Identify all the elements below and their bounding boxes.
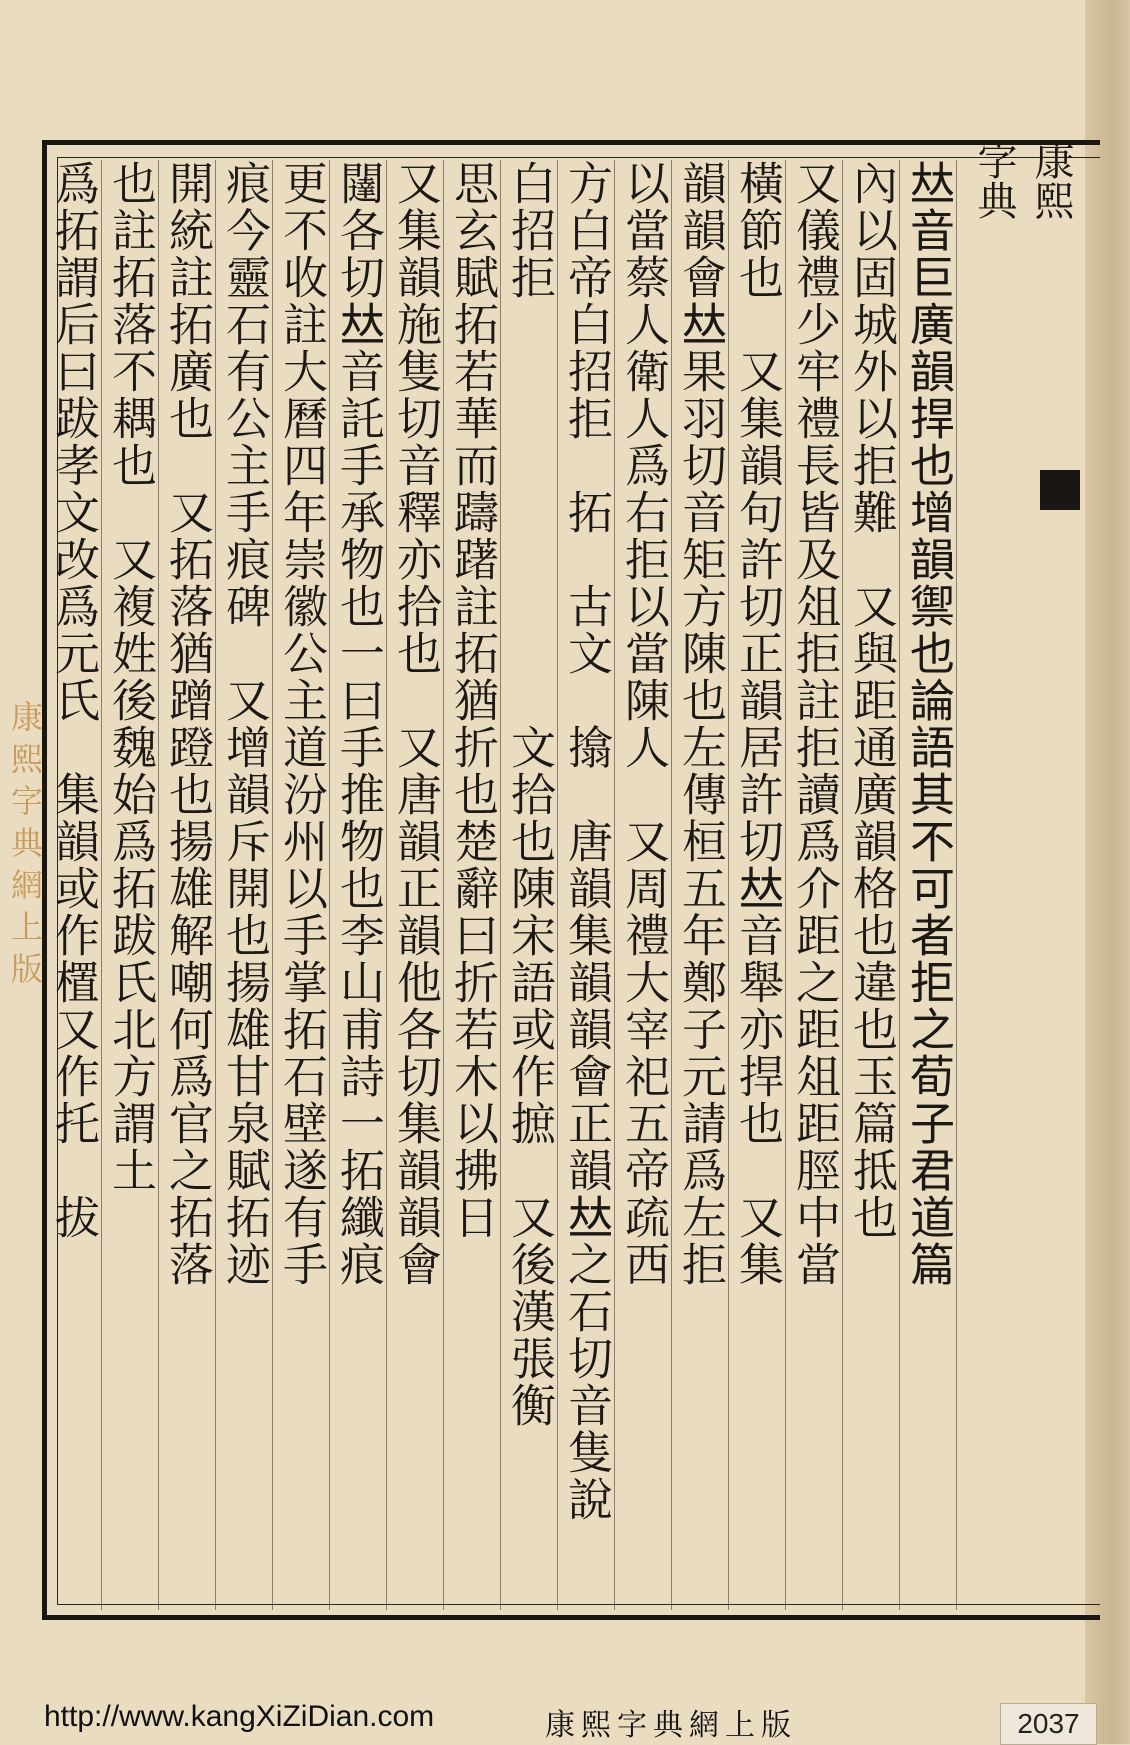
column-rule [557, 160, 558, 1610]
text-column-15: 也註拓落不耦也 又複姓後魏始爲拓跋氏北方謂土 [104, 160, 157, 1194]
text-column-9: 思玄賦拓若華而躊躇註拓猶折也楚辭曰折若木以拂日 [446, 160, 499, 1241]
column-rule [728, 160, 729, 1610]
footer-title: 康熙字典網上版 [545, 1708, 797, 1743]
text-column-16: 爲拓謂后曰跋孝文改爲元氏 集韻或作㯰又作托 拔 [47, 160, 100, 1241]
column-rule [671, 160, 672, 1610]
column-rule [329, 160, 330, 1610]
column-rule [386, 160, 387, 1610]
text-column-5: 韻韻會𠀤果羽切音矩方陳也左傳桓五年鄭子元請爲左拒 [674, 160, 727, 1288]
column-rule [158, 160, 159, 1610]
column-rule [956, 160, 957, 1610]
text-column-14: 開統註拓廣也 又拓落猶蹭蹬也揚雄解嘲何爲官之拓落 [161, 160, 214, 1288]
side-watermark-label: 康熙字典網上版 [6, 700, 44, 994]
column-rule [101, 160, 102, 1610]
text-column-11: 闥各切𠀤音託手承物也一曰手推物也李山甫詩一拓纖痕 [332, 160, 385, 1288]
page-header-title: 康熙字典 [971, 140, 1074, 220]
column-rule [443, 160, 444, 1610]
text-column-1: 𠀤音巨廣韻捍也增韻禦也論語其不可者拒之荀子君道篇 [902, 160, 955, 1288]
footer-url: http://www.kangXiZiDian.com [44, 1700, 435, 1733]
column-rule [842, 160, 843, 1610]
text-column-12: 更不收註大曆四年崇徽公主道汾州以手掌拓石壁遂有手 [275, 160, 328, 1288]
column-rule [500, 160, 501, 1610]
fishtail-mark [1040, 470, 1080, 510]
page-number: 2037 [1000, 1703, 1097, 1745]
text-column-13: 痕今靈石有公主手痕碑 又增韻斥開也揚雄甘泉賦拓迹 [218, 160, 271, 1288]
text-column-4: 橫節也 又集韻句許切正韻居許切𠀤音舉亦捍也 又集 [731, 160, 784, 1288]
text-column-10: 又集韻施隻切音釋亦拾也 又唐韻正韻他各切集韻韻會 [389, 160, 442, 1288]
column-rule [215, 160, 216, 1610]
column-rule [785, 160, 786, 1610]
text-column-3: 又儀禮少牢禮長皆及俎拒註拒讀爲介距之距俎距脛中當 [788, 160, 841, 1288]
text-column-6: 以當蔡人衛人爲右拒以當陳人 又周禮大宰祀五帝疏西 [617, 160, 670, 1288]
column-rule [614, 160, 615, 1610]
text-column-2: 內以固城外以拒難 又與距通廣韻格也違也玉篇抵也 [845, 160, 898, 1241]
column-rule [272, 160, 273, 1610]
column-rule [899, 160, 900, 1610]
text-column-7: 方白帝白招拒 拓 古文 㩉 唐韻集韻韻會正韻𠀤之石切音隻說 [560, 160, 613, 1523]
text-column-8: 白招拒 文拾也陳宋語或作摭 又後漢張衡 [503, 160, 556, 1429]
